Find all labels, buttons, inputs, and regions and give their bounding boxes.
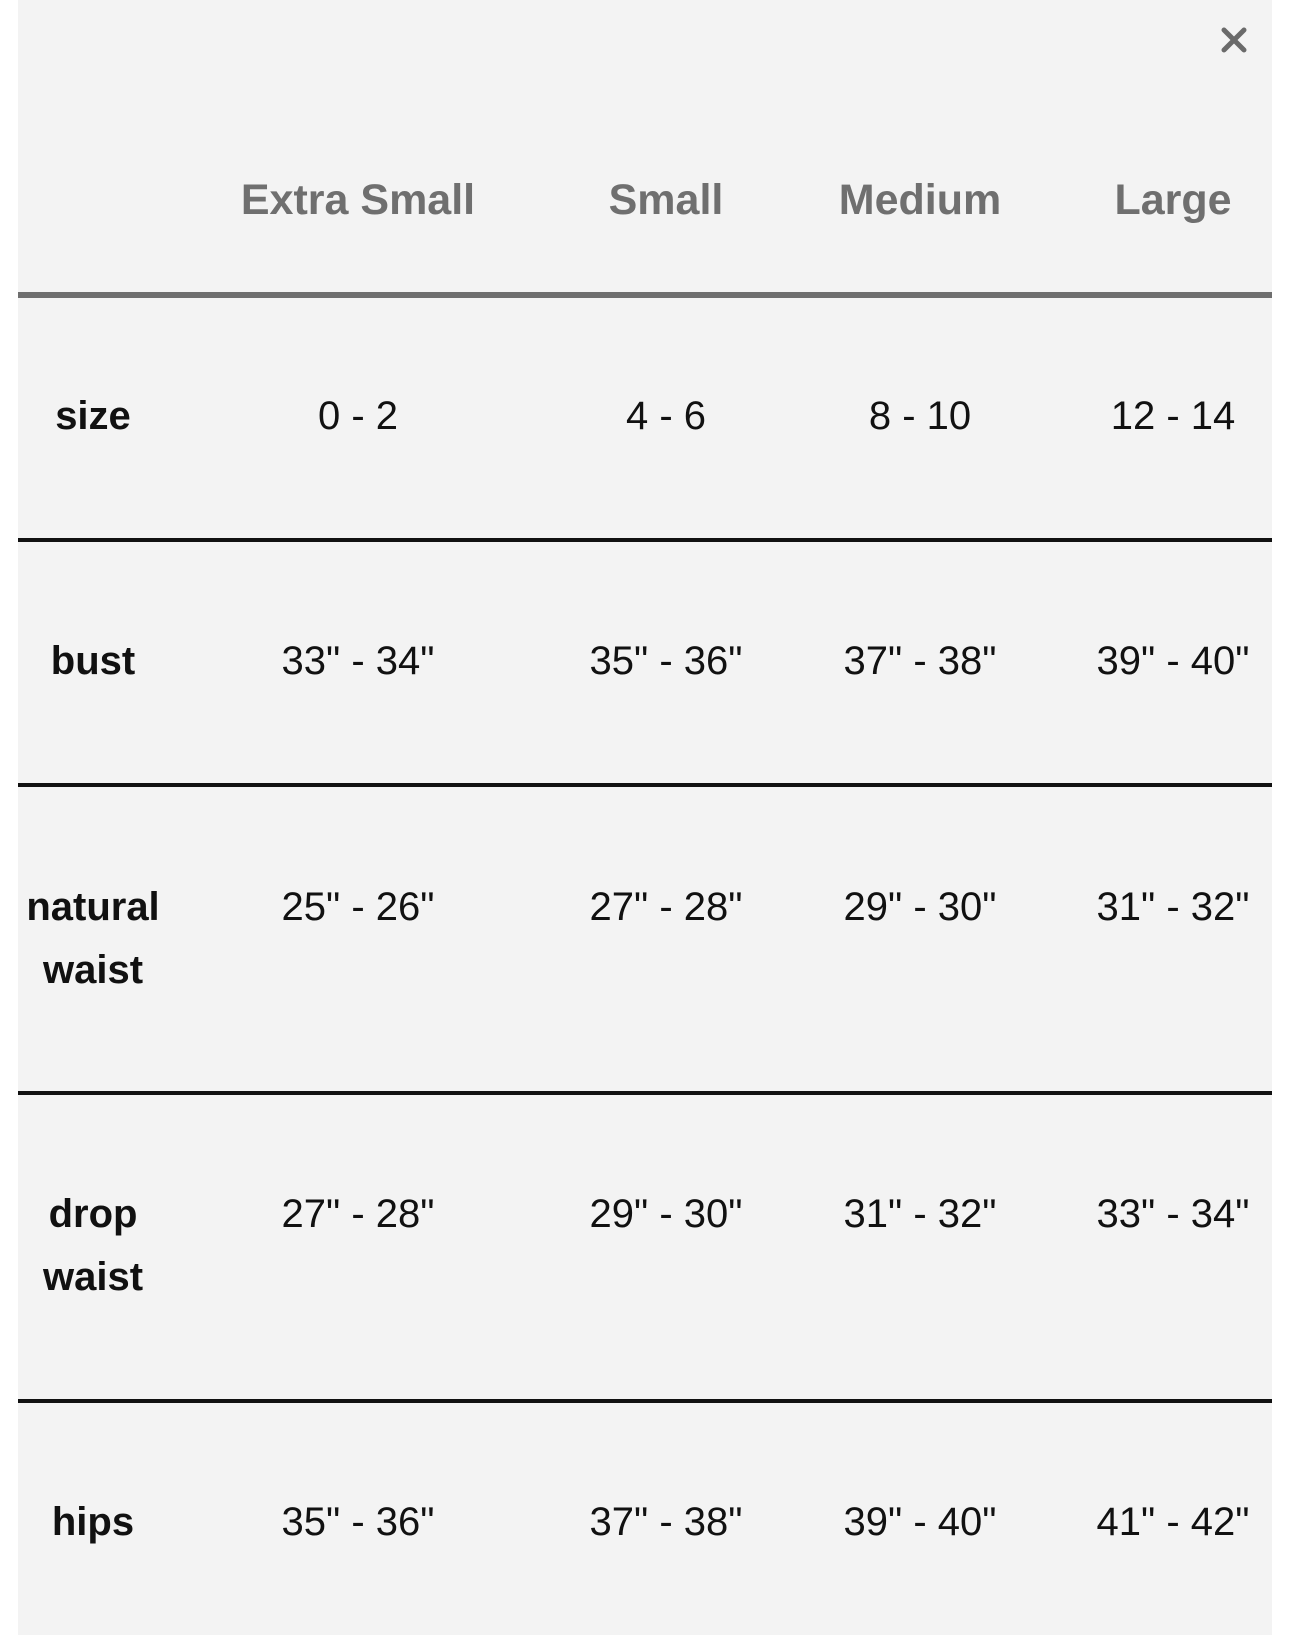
table-cell: 31" - 32": [843, 1192, 997, 1236]
table-cell: 31" - 32": [1096, 885, 1250, 929]
close-icon: [1221, 27, 1247, 53]
table-cell: 33" - 34": [281, 639, 435, 683]
table-cell: 37" - 38": [589, 1500, 743, 1544]
column-header-medium: Medium: [838, 176, 1002, 224]
row-divider: [18, 1091, 1272, 1095]
table-cell: 0 - 2: [317, 394, 399, 438]
row-divider: [18, 1399, 1272, 1403]
table-cell: 8 - 10: [868, 394, 972, 438]
table-cell: 35" - 36": [281, 1500, 435, 1544]
row-divider: [18, 783, 1272, 787]
table-cell: 41" - 42": [1096, 1500, 1250, 1544]
table-cell: 4 - 6: [625, 394, 707, 438]
row-label: size: [55, 394, 131, 438]
table-cell: 29" - 30": [843, 885, 997, 929]
table-cell: 39" - 40": [1096, 639, 1250, 683]
table-cell: 27" - 28": [281, 1192, 435, 1236]
table-cell: 39" - 40": [843, 1500, 997, 1544]
close-button[interactable]: [1214, 20, 1254, 60]
column-header-large: Large: [1114, 176, 1232, 224]
row-divider: [18, 538, 1272, 542]
table-cell: 25" - 26": [281, 885, 435, 929]
table-cell: 33" - 34": [1096, 1192, 1250, 1236]
table-cell: 35" - 36": [589, 639, 743, 683]
row-label: bust: [50, 639, 136, 683]
column-header-small: Small: [608, 176, 724, 224]
size-chart-header: [18, 140, 1272, 260]
header-divider: [18, 292, 1272, 298]
row-label: drop waist: [42, 1192, 144, 1299]
column-header-extra-small: Extra Small: [240, 176, 476, 224]
table-cell: 37" - 38": [843, 639, 997, 683]
table-cell: 12 - 14: [1110, 394, 1236, 438]
table-cell: 27" - 28": [589, 885, 743, 929]
row-label: natural waist: [26, 885, 160, 992]
row-label: hips: [51, 1500, 135, 1544]
table-cell: 29" - 30": [589, 1192, 743, 1236]
size-chart-panel: [18, 0, 1272, 1635]
